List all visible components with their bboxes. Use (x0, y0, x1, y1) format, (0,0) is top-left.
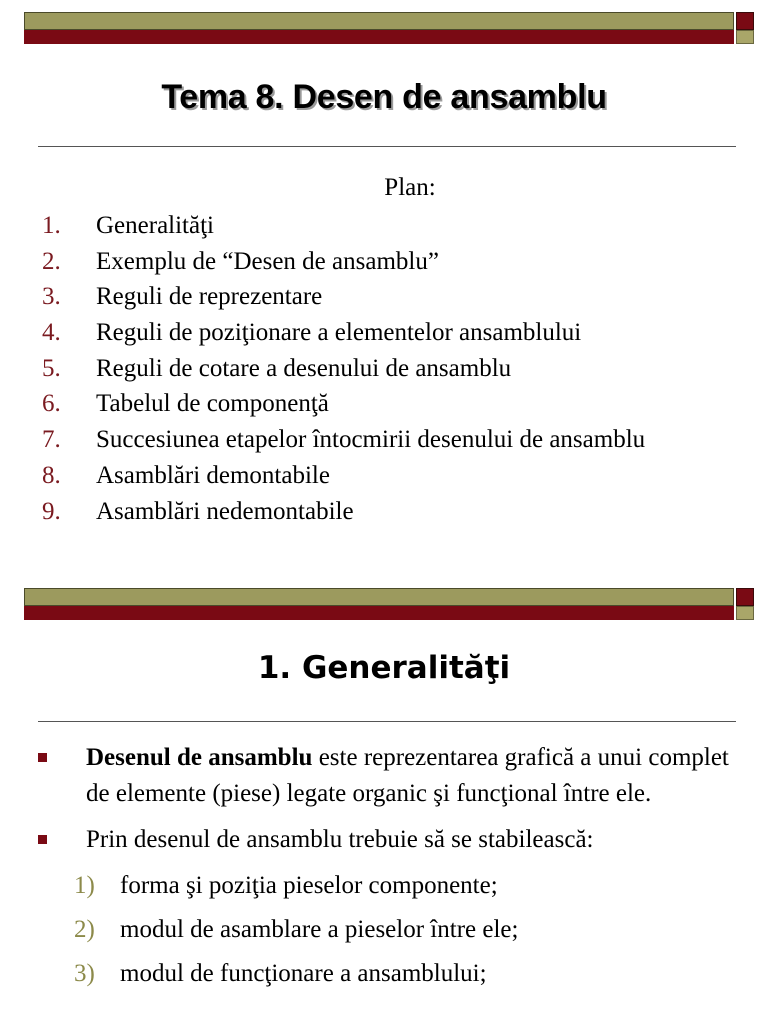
list-item: 1. Generalităţi (42, 212, 214, 239)
bullet-item: Prin desenul de ansamblu trebuie să se stabilească: (36, 822, 736, 858)
list-item: 9. Asamblări nedemontabile (42, 497, 354, 525)
list-item: 6. Tabelul de componenţă (42, 390, 329, 418)
slide-title: Tema 8. Desen de ansamblu (161, 78, 607, 116)
header-bar (24, 588, 754, 620)
list-item: 7. Succesiunea etapelor întocmirii desenului de ansamblu (42, 426, 646, 454)
title-rule (38, 146, 736, 147)
square-bullet-icon (38, 753, 47, 762)
slide-title: 1. Generalităţi (257, 650, 511, 686)
sub-list-item: 2) modul de asamblare a pieselor între ele; (74, 916, 519, 943)
sub-list-item: 1) forma şi poziţia pieselor componente; (74, 872, 498, 899)
list-item: 5. Reguli de cotare a desenului de ansamblu (42, 354, 512, 382)
list-item: 2. Exemplu de “Desen de ansamblu” (42, 247, 439, 275)
bullet-item: Desenul de ansamblu este reprezentarea grafică a unui complet de elemente (piese) legate organic şi funcţional între ele. (36, 740, 736, 812)
title-rule (38, 721, 736, 722)
slide-2 (0, 580, 768, 1024)
plan-label: Plan: (384, 174, 436, 201)
bullet-list (36, 740, 736, 1000)
plan-list (42, 208, 645, 529)
list-item: 3. Reguli de reprezentare (42, 283, 323, 311)
list-item: 4. Reguli de poziţionare a elementelor ansamblului (42, 319, 582, 347)
sub-list-item: 3) modul de funcţionare a ansamblului; (74, 960, 487, 987)
square-bullet-icon (38, 835, 47, 844)
header-bar (24, 12, 754, 44)
list-item: 8. Asamblări demontabile (42, 461, 330, 489)
